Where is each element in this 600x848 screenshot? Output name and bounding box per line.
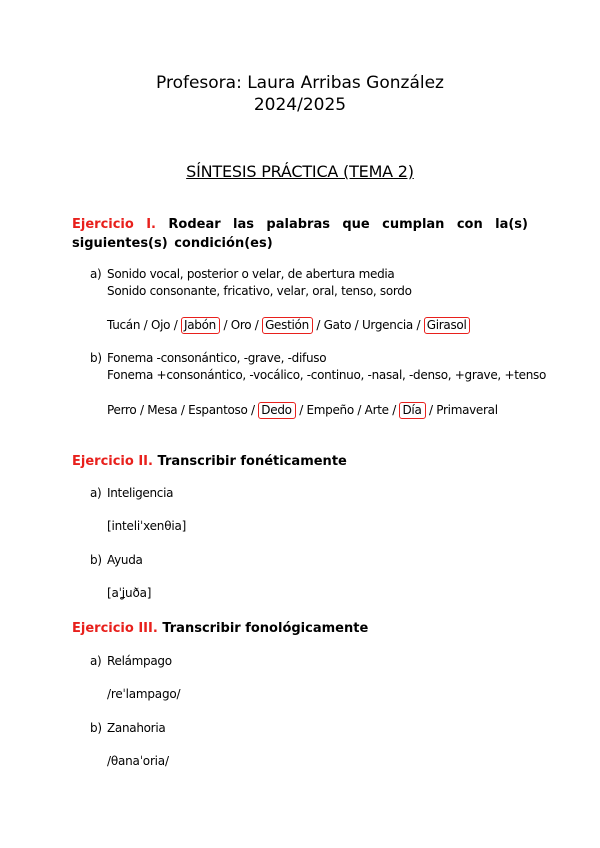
word: Perro xyxy=(107,403,137,417)
word: Espantoso xyxy=(188,403,248,417)
word-separator: / xyxy=(353,403,365,417)
exercise-1-instruction: Rodear las palabras que cumplan con la(s) siguientes(s) condición(es) xyxy=(72,217,528,251)
word: Oro xyxy=(230,318,252,332)
circled-word: Jabón xyxy=(181,317,220,334)
condition-line: Fonema -consonántico, -grave, -difuso xyxy=(107,351,327,365)
circled-word: Día xyxy=(399,402,425,419)
word: Primaveral xyxy=(436,403,498,417)
condition-line: Sonido vocal, posterior o velar, de abertura media xyxy=(107,267,395,281)
word-separator: / xyxy=(425,403,437,417)
exercise-1-title xyxy=(72,215,528,253)
word: Ojo xyxy=(150,318,171,332)
school-year: 2024/2025 xyxy=(253,95,347,115)
word-separator: / xyxy=(177,403,189,417)
word: Tucán xyxy=(107,318,141,332)
document-title: SÍNTESIS PRÁCTICA (TEMA 2) xyxy=(186,162,414,181)
item-marker: b) xyxy=(90,351,102,365)
word-separator: / xyxy=(251,318,263,332)
item-word: Relámpago xyxy=(107,654,172,668)
word-separator: / xyxy=(219,318,231,332)
condition-line: Sonido consonante, fricativo, velar, oral, tenso, sordo xyxy=(107,284,412,298)
word-separator: / xyxy=(312,318,324,332)
exercise-3-instruction: Transcribir fonológicamente xyxy=(162,621,369,636)
word: Mesa xyxy=(147,403,178,417)
word-separator: / xyxy=(247,403,259,417)
word-separator: / xyxy=(140,318,151,332)
item-word: Inteligencia xyxy=(107,486,174,500)
word-separator: / xyxy=(136,403,148,417)
circled-word: Dedo xyxy=(258,402,295,419)
condition-line: Fonema +consonántico, -vocálico, -continuo, -nasal, -denso, +grave, +tenso xyxy=(107,368,546,382)
answer-phonetic-a: [inteliˈxenθia] xyxy=(107,519,187,533)
exercise-1-number: Ejercicio I. xyxy=(72,217,156,232)
exercise-2-instruction: Transcribir fonéticamente xyxy=(157,454,347,469)
document-header xyxy=(0,72,600,116)
word-separator: / xyxy=(295,403,307,417)
word: Urgencia xyxy=(361,318,413,332)
word-separator: / xyxy=(170,318,181,332)
item-marker: a) xyxy=(90,654,102,668)
word-separator: / xyxy=(412,318,424,332)
exercise-2-title xyxy=(72,452,347,471)
teacher-name: Profesora: Laura Arribas González xyxy=(156,73,444,93)
answer-phonological-b: /θanaˈoria/ xyxy=(107,754,169,768)
word-separator: / xyxy=(351,318,362,332)
item-marker: a) xyxy=(90,486,102,500)
exercise-3-number: Ejercicio III. xyxy=(72,621,158,636)
item-word: Ayuda xyxy=(107,553,143,567)
item-marker: b) xyxy=(90,721,102,735)
word-list-a xyxy=(107,317,470,334)
word: Empeño xyxy=(306,403,354,417)
item-marker: b) xyxy=(90,553,102,567)
exercise-2-number: Ejercicio II. xyxy=(72,454,153,469)
circled-word: Girasol xyxy=(424,317,471,334)
answer-phonetic-b: [aˈʝuða] xyxy=(107,586,152,600)
circled-word: Gestión xyxy=(262,317,313,334)
exercise-3-title xyxy=(72,619,368,638)
word: Arte xyxy=(364,403,389,417)
word: Gato xyxy=(323,318,352,332)
word-separator: / xyxy=(388,403,400,417)
item-marker: a) xyxy=(90,267,102,281)
word-list-b xyxy=(107,402,498,419)
answer-phonological-a: /reˈlampago/ xyxy=(107,687,181,701)
item-word: Zanahoria xyxy=(107,721,166,735)
